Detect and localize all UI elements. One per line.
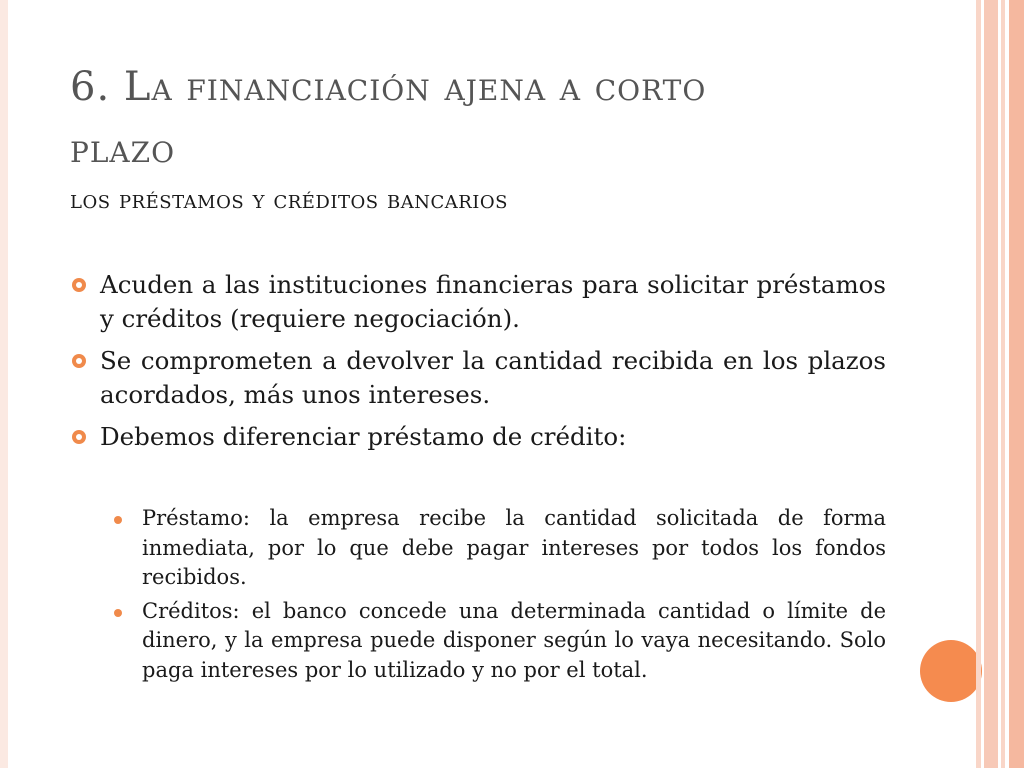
- stripe-1: [976, 0, 981, 768]
- slide-title: [70, 56, 930, 180]
- bullet-icon: [72, 354, 86, 368]
- stripe-4: [1009, 0, 1024, 768]
- sub-bullet-item: [114, 597, 886, 686]
- bullet-list: [70, 268, 886, 462]
- bullet-text: Debemos diferenciar préstamo de crédito:: [100, 422, 627, 451]
- bullet-icon: [72, 278, 86, 292]
- sub-bullet-text: Préstamo: la empresa recibe la cantidad solicitada de forma inmediata, por lo que debe pagar intereses por todos los fondos recibidos.: [142, 506, 886, 589]
- bullet-icon: [72, 430, 86, 444]
- stripe-2: [984, 0, 998, 768]
- decorative-circle-icon: [920, 640, 982, 702]
- bullet-item: [70, 344, 886, 412]
- decorative-stripes: [976, 0, 1024, 768]
- bullet-text: Se comprometen a devolver la cantidad recibida en los plazos acordados, más unos intereses.: [100, 346, 886, 409]
- title-line-2: plazo: [70, 126, 176, 172]
- sub-bullet-icon: [114, 516, 122, 524]
- bullet-text: Acuden a las instituciones financieras para solicitar préstamos y créditos (requiere negociación).: [100, 270, 886, 333]
- slide-subtitle: los préstamos y créditos bancarios: [70, 185, 508, 214]
- stripe-3: [1001, 0, 1005, 768]
- sub-bullet-item: [114, 504, 886, 593]
- title-line-1: 6. La financiación ajena a corto: [70, 64, 707, 110]
- bullet-item: [70, 420, 886, 454]
- sub-bullet-list: [114, 504, 886, 689]
- sub-bullet-text: Créditos: el banco concede una determinada cantidad o límite de dinero, y la empresa puede disponer según lo vaya necesitando. Solo paga intereses por lo utilizado y no por el total.: [142, 598, 886, 682]
- bullet-item: [70, 268, 886, 336]
- sub-bullet-icon: [114, 609, 122, 617]
